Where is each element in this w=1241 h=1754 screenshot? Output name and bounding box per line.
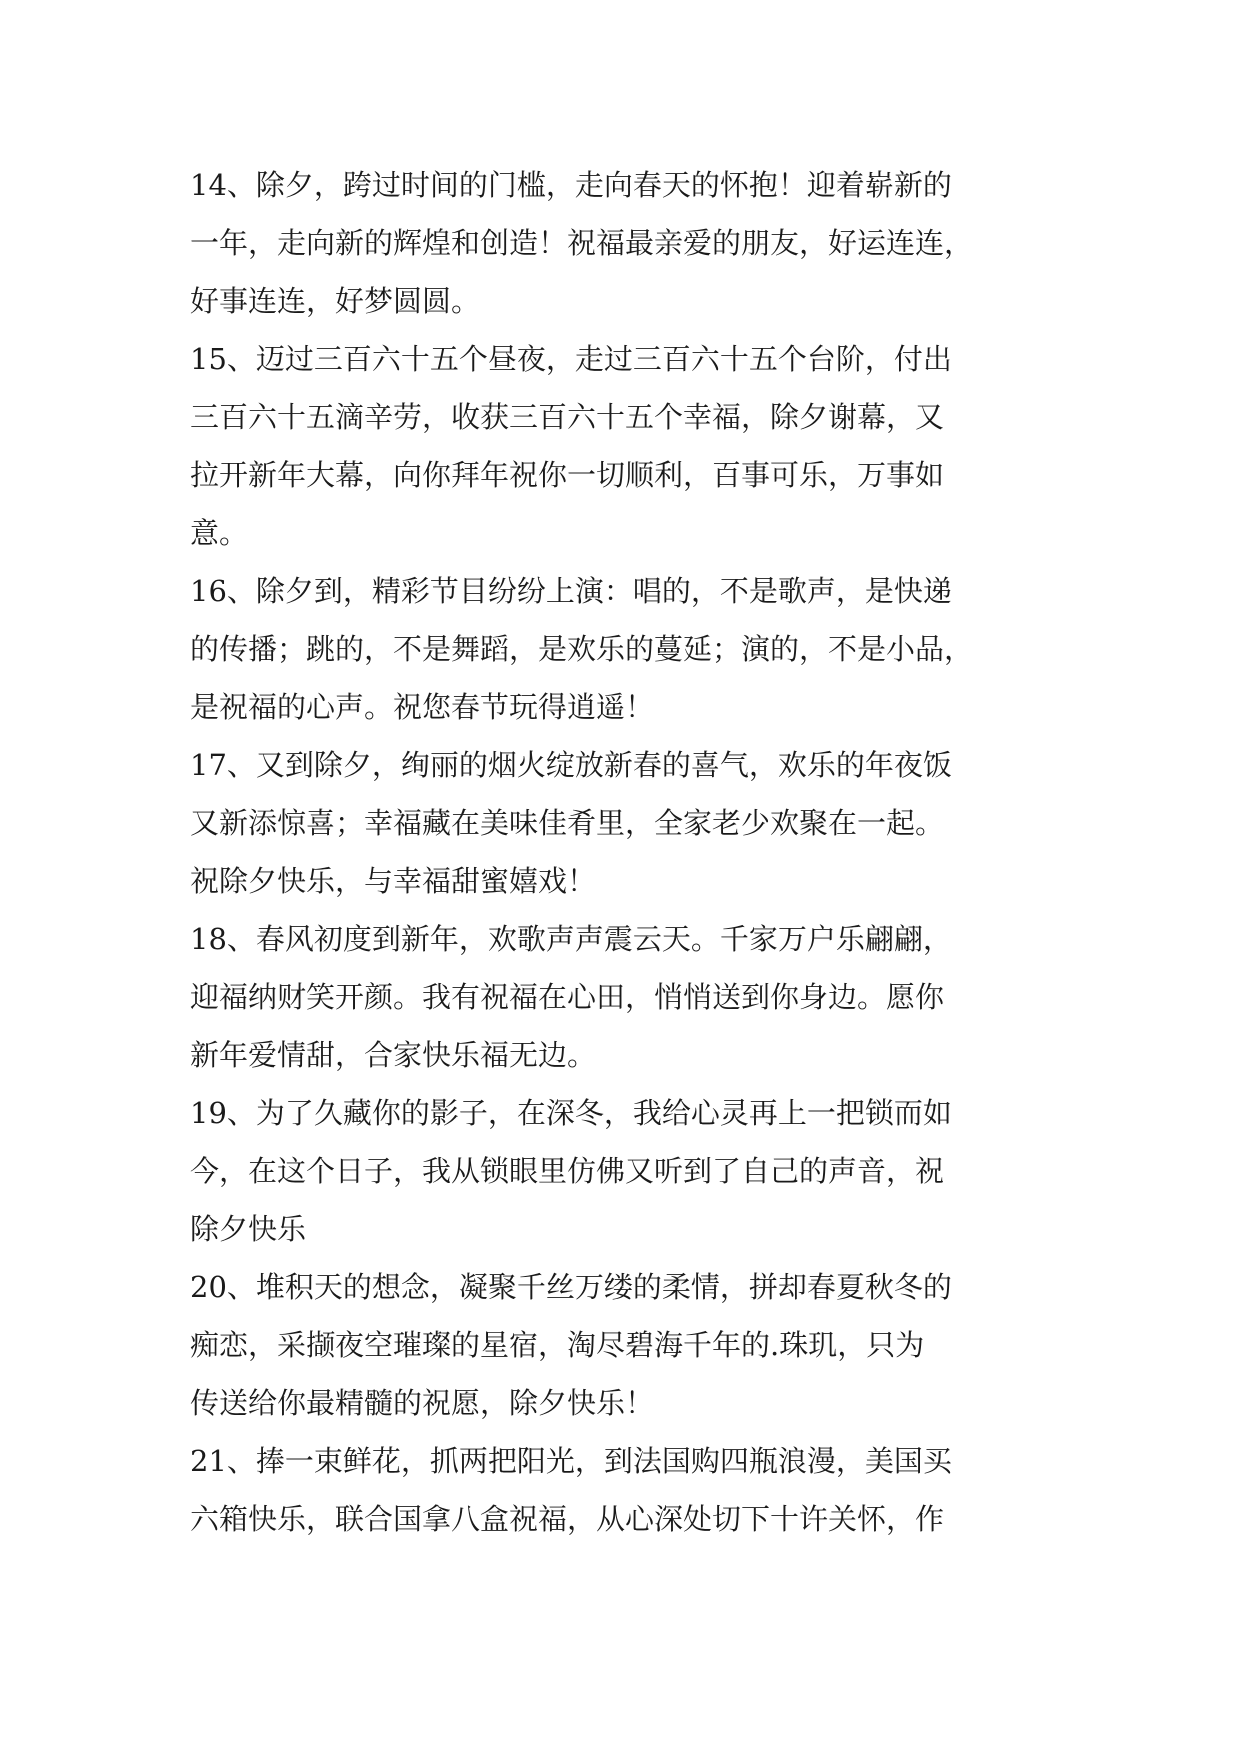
text-line: 又新添惊喜；幸福藏在美味佳肴里，全家老少欢聚在一起。: [190, 806, 945, 840]
text-line: 拉开新年大幕，向你拜年祝你一切顺利，百事可乐，万事如: [190, 458, 945, 492]
text-line: 痴恋，采撷夜空璀璨的星宿，淘尽碧海千年的.珠玑，只为: [190, 1328, 925, 1362]
text-line: 新年爱情甜，合家快乐福无边。: [190, 1038, 597, 1072]
text-line: 19、为了久藏你的影子，在深冬，我给心灵再上一把锁而如: [190, 1096, 952, 1130]
text-line: 15、迈过三百六十五个昼夜，走过三百六十五个台阶，付出: [190, 342, 952, 376]
text-line: 18、春风初度到新年，欢歌声声震云天。千家万户乐翩翩，: [190, 922, 952, 956]
text-line: 20、堆积天的想念，凝聚千丝万缕的柔情，拼却春夏秋冬的: [190, 1270, 952, 1304]
text-line: 一年，走向新的辉煌和创造！祝福最亲爱的朋友，好运连连，: [190, 226, 974, 260]
text-line: 的传播；跳的，不是舞蹈，是欢乐的蔓延；演的，不是小品，: [190, 632, 974, 666]
text-line: 传送给你最精髓的祝愿，除夕快乐！: [190, 1386, 655, 1420]
text-line: 迎福纳财笑开颜。我有祝福在心田，悄悄送到你身边。愿你: [190, 980, 945, 1014]
text-line: 除夕快乐: [190, 1212, 307, 1246]
text-line: 六箱快乐，联合国拿八盒祝福，从心深处切下十许关怀，作: [190, 1502, 945, 1536]
text-line: 17、又到除夕，绚丽的烟火绽放新春的喜气，欢乐的年夜饭: [190, 748, 952, 782]
document-body: [190, 156, 1090, 1548]
text-line: 三百六十五滴辛劳，收获三百六十五个幸福，除夕谢幕，又: [190, 400, 945, 434]
text-line: 14、除夕，跨过时间的门槛，走向春天的怀抱！迎着崭新的: [190, 168, 952, 202]
text-line: 祝除夕快乐，与幸福甜蜜嬉戏！: [190, 864, 597, 898]
text-line: 今，在这个日子，我从锁眼里仿佛又听到了自己的声音，祝: [190, 1154, 945, 1188]
text-line: 好事连连，好梦圆圆。: [190, 284, 481, 318]
text-line: 16、除夕到，精彩节目纷纷上演：唱的，不是歌声，是快递: [190, 574, 952, 608]
text-line: 意。: [190, 516, 249, 550]
text-line: 是祝福的心声。祝您春节玩得逍遥！: [190, 690, 655, 724]
text-line: 21、捧一束鲜花，抓两把阳光，到法国购四瓶浪漫，美国买: [190, 1444, 952, 1478]
